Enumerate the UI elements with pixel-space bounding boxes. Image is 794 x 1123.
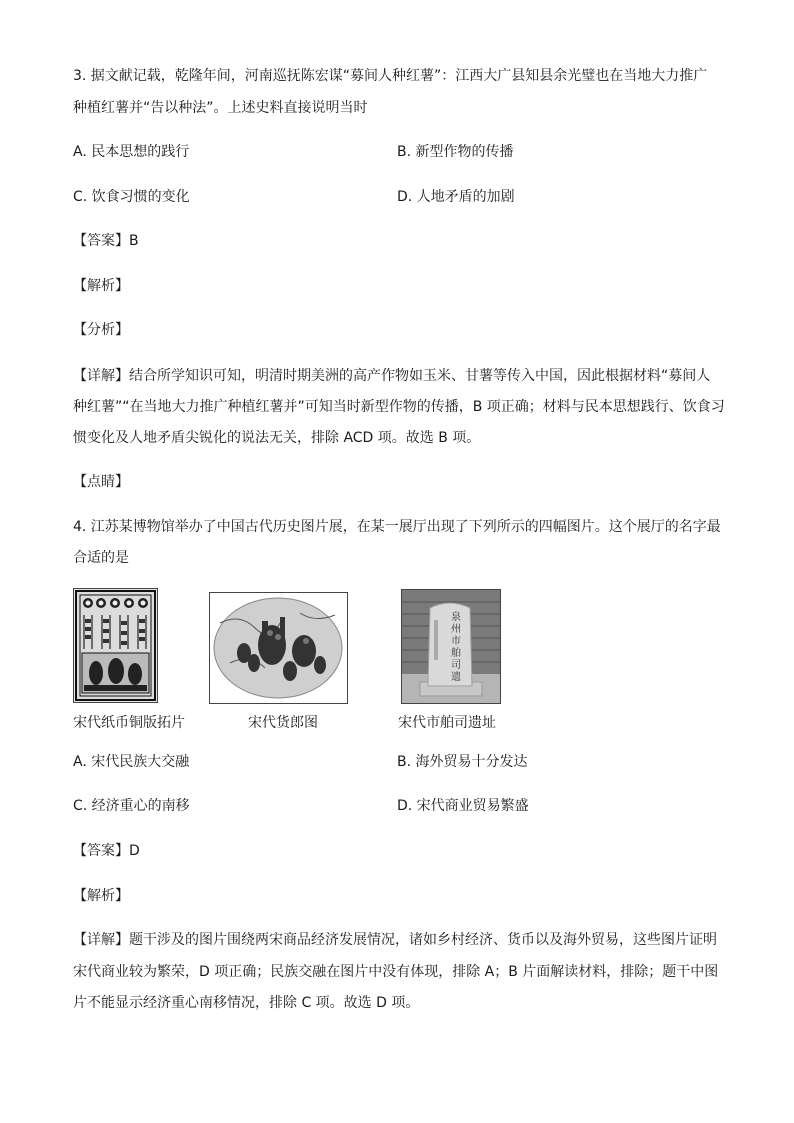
q4-option-d: D. 宋代商业贸易繁盛: [397, 798, 529, 814]
q3-fenxi-header: 【分析】: [73, 322, 129, 338]
paper-money-rubbing-image: [73, 588, 158, 703]
stele-char-4: 舶: [451, 648, 461, 659]
paper-money-rubbing-drawing: [74, 589, 157, 702]
q3-stem-line2: 种植红薯并“告以种法”。上述史料直接说明当时: [73, 100, 368, 116]
q4-stem-line2: 合适的是: [73, 550, 129, 566]
caption-maritime-office: 宋代市舶司遗址: [398, 715, 496, 731]
q4-option-c: C. 经济重心的南移: [73, 798, 190, 814]
stele-char-3: 市: [451, 636, 461, 647]
q4-analysis-header: 【解析】: [73, 888, 129, 904]
maritime-office-stele-image: [401, 589, 501, 704]
caption-peddler-painting: 宋代货郎图: [248, 715, 318, 731]
q3-detail-line3: 惯变化及人地矛盾尖锐化的说法无关，排除 ACD 项。故选 B 项。: [73, 430, 481, 446]
q4-option-b: B. 海外贸易十分发达: [397, 754, 528, 770]
stele-char-5: 司: [451, 660, 461, 671]
q3-detail-line2: 种红薯”“在当地大力推广种植红薯并”可知当时新型作物的传播，B 项正确；材料与民本思想践行、饮食习: [73, 399, 725, 415]
q3-option-b: B. 新型作物的传播: [397, 144, 514, 160]
peddler-painting-drawing: [210, 593, 347, 703]
q3-option-d: D. 人地矛盾的加剧: [397, 189, 515, 205]
q3-option-c: C. 饮食习惯的变化: [73, 189, 190, 205]
q4-stem-line1: 4. 江苏某博物馆举办了中国古代历史图片展，在某一展厅出现了下列所示的四幅图片。这个展厅的名字最: [73, 519, 721, 535]
q3-answer: 【答案】B: [73, 233, 139, 249]
peddler-painting-image: [209, 592, 348, 704]
q4-answer: 【答案】D: [73, 843, 140, 859]
stele-char-1: 泉: [451, 612, 461, 623]
q4-detail-line2: 宋代商业较为繁荣，D 项正确；民族交融在图片中没有体现，排除 A；B 片面解读材料，排除；题干中图: [73, 964, 719, 980]
stele-char-2: 州: [451, 624, 461, 635]
maritime-office-stele-drawing: [402, 590, 500, 703]
q3-option-a: A. 民本思想的践行: [73, 144, 190, 160]
q4-detail-line1: 【详解】题干涉及的图片围绕两宋商品经济发展情况，诸如乡村经济、货币以及海外贸易，这些图片证明: [73, 932, 717, 948]
stele-char-6: 遗: [451, 672, 461, 683]
q4-option-a: A. 宋代民族大交融: [73, 754, 190, 770]
q3-analysis-header: 【解析】: [73, 278, 129, 294]
q3-stem-line1: 3. 据文献记载，乾隆年间，河南巡抚陈宏谋“募间人种红薯”：江西大广县知县余光璧也在当地大力推广: [73, 68, 708, 84]
q3-detail-line1: 【详解】结合所学知识可知，明清时期美洲的高产作物如玉米、甘薯等传入中国，因此根据材料“募间人: [73, 368, 711, 384]
q4-detail-line3: 片不能显示经济重心南移情况，排除 C 项。故选 D 项。: [73, 995, 420, 1011]
q3-dianjing-header: 【点睛】: [73, 474, 129, 490]
caption-paper-money: 宋代纸币铜版拓片: [73, 715, 185, 731]
